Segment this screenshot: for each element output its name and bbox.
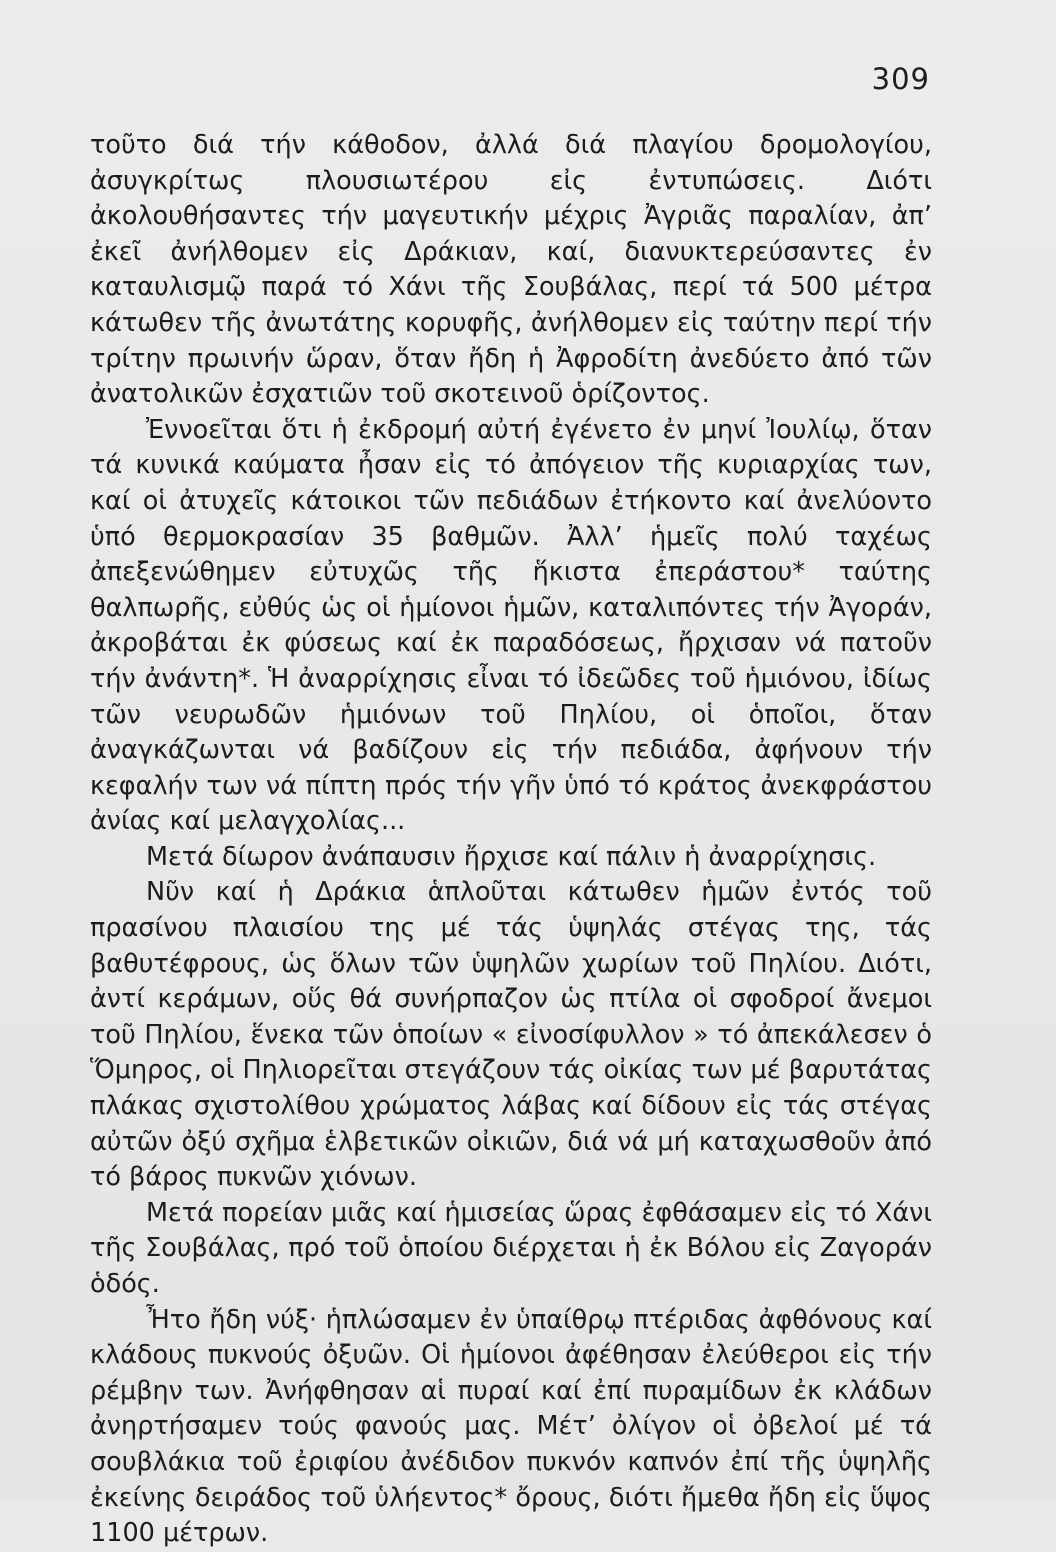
paragraph-5: Μετά πορείαν μιᾶς καί ἡμισείας ὥρας ἐφθάσαμεν εἰς τό Χάνι τῆς Σουβάλας, πρό τοῦ ὁποίου διέρχεται ἡ ἐκ Βόλου εἰς Ζαγοράν ὁδός. xyxy=(90,1197,932,1299)
page-number: 309 xyxy=(871,62,930,96)
body-text xyxy=(90,128,932,1552)
paragraph-3: Μετά δίωρον ἀνάπαυσιν ἤρχισε καί πάλιν ἡ ἀναρρίχησις. xyxy=(146,841,877,872)
paragraph-6: Ἦτο ἤδη νύξ· ἡπλώσαμεν ἐν ὑπαίθρῳ πτέριδας ἀφθόνους καί κλάδους πυκνούς ὀξυῶν. Οἱ ἡμίονοι ἀφέθησαν ἐλεύθεροι εἰς τήν ρέμβην των. Ἀνήφθησαν αἱ πυραί καί ἐπί πυραμίδων ἐκ κλάδων ἀνηρτήσαμεν τούς φανούς μας. Μέτ’ ὀλίγον οἱ ὀβελοί μέ τά σουβλάκια τοῦ ἐριφίου ἀνέδιδον πυκνόν καπνόν ἐπί τῆς ὑψηλῆς ἐκείνης δειράδος τοῦ ὑλήεντος* ὄρους, διότι ἤμεθα ἤδη εἰς ὕψος 1100 μέτρων. xyxy=(90,1304,932,1549)
paragraph-2: Ἐννοεῖται ὅτι ἡ ἐκδρομή αὐτή ἐγένετο ἐν μηνί Ἰουλίῳ, ὅταν τά κυνικά καύματα ἦσαν εἰς τό ἀπόγειον τῆς κυριαρχίας των, καί οἱ ἀτυχεῖς κάτοικοι τῶν πεδιάδων ἐτήκοντο καί ἀνελύοντο ὑπό θερμοκρασίαν 35 βαθμῶν. Ἀλλ’ ἡμεῖς πολύ ταχέως ἀπεξενώθημεν εὐτυχῶς τῆς ἥκιστα ἐπεράστου* ταύτης θαλπωρῆς, εὐθύς ὡς οἱ ἡμίονοι ἡμῶν, καταλιπόντες τήν Ἀγοράν, ἀκροβάται ἐκ φύσεως καί ἐκ παραδόσεως, ἤρχισαν νά πατοῦν τήν ἀνάντη*. Ἡ ἀναρρίχησις εἶναι τό ἰδεῶδες τοῦ ἡμιόνου, ἰδίως τῶν νευρωδῶν ἡμιόνων τοῦ Πηλίου, οἱ ὁποῖοι, ὅταν ἀναγκάζωνται νά βαδίζουν εἰς τήν πεδιάδα, ἀφήνουν τήν κεφαλήν των νά πίπτη πρός τήν γῆν ὑπό τό κράτος ἀνεκφράστου ἀνίας καί μελαγχολίας... xyxy=(90,414,932,837)
paragraph-4: Νῦν καί ἡ Δράκια ἁπλοῦται κάτωθεν ἡμῶν ἐντός τοῦ πρασίνου πλαισίου της μέ τάς ὑψηλάς στέγας της, τάς βαθυτέφρους, ὡς ὅλων τῶν ὑψηλῶν χωρίων τοῦ Πηλίου. Διότι, ἀντί κεράμων, οὕς θά συνήρπαζον ὡς πτίλα οἱ σφοδροί ἄνεμοι τοῦ Πηλίου, ἕνεκα τῶν ὁποίων « εἰνοσίφυλλον » τό ἀπεκάλεσεν ὁ Ὅμηρος, οἱ Πηλιορεῖται στεγάζουν τάς οἰκίας των μέ βαρυτάτας πλάκας σχιστολίθου χρώματος λάβας καί δίδουν εἰς τάς στέγας αὐτῶν ὀξύ σχῆμα ἑλβετικῶν οἰκιῶν, διά νά μή καταχωσθοῦν ἀπό τό βάρος πυκνῶν χιόνων. xyxy=(90,877,932,1193)
paragraph-1: τοῦτο διά τήν κάθοδον, ἀλλά διά πλαγίου δρομολογίου, ἀσυγκρίτως πλουσιωτέρου εἰς ἐντυπώσεις. Διότι ἀκολουθήσαντες τήν μαγευτικήν μέχρις Ἀγριᾶς παραλίαν, ἀπ’ ἐκεῖ ἀνήλθομεν εἰς Δράκιαν, καί, διανυκτερεύσαντες ἐν καταυλισμῷ παρά τό Χάνι τῆς Σουβάλας, περί τά 500 μέτρα κάτωθεν τῆς ἀνωτάτης κορυφῆς, ἀνήλθομεν εἰς ταύτην περί τήν τρίτην πρωινήν ὥραν, ὅταν ἤδη ἡ Ἀφροδίτη ἀνεδύετο ἀπό τῶν ἀνατολικῶν ἐσχατιῶν τοῦ σκοτεινοῦ ὁρίζοντος. xyxy=(90,130,932,410)
